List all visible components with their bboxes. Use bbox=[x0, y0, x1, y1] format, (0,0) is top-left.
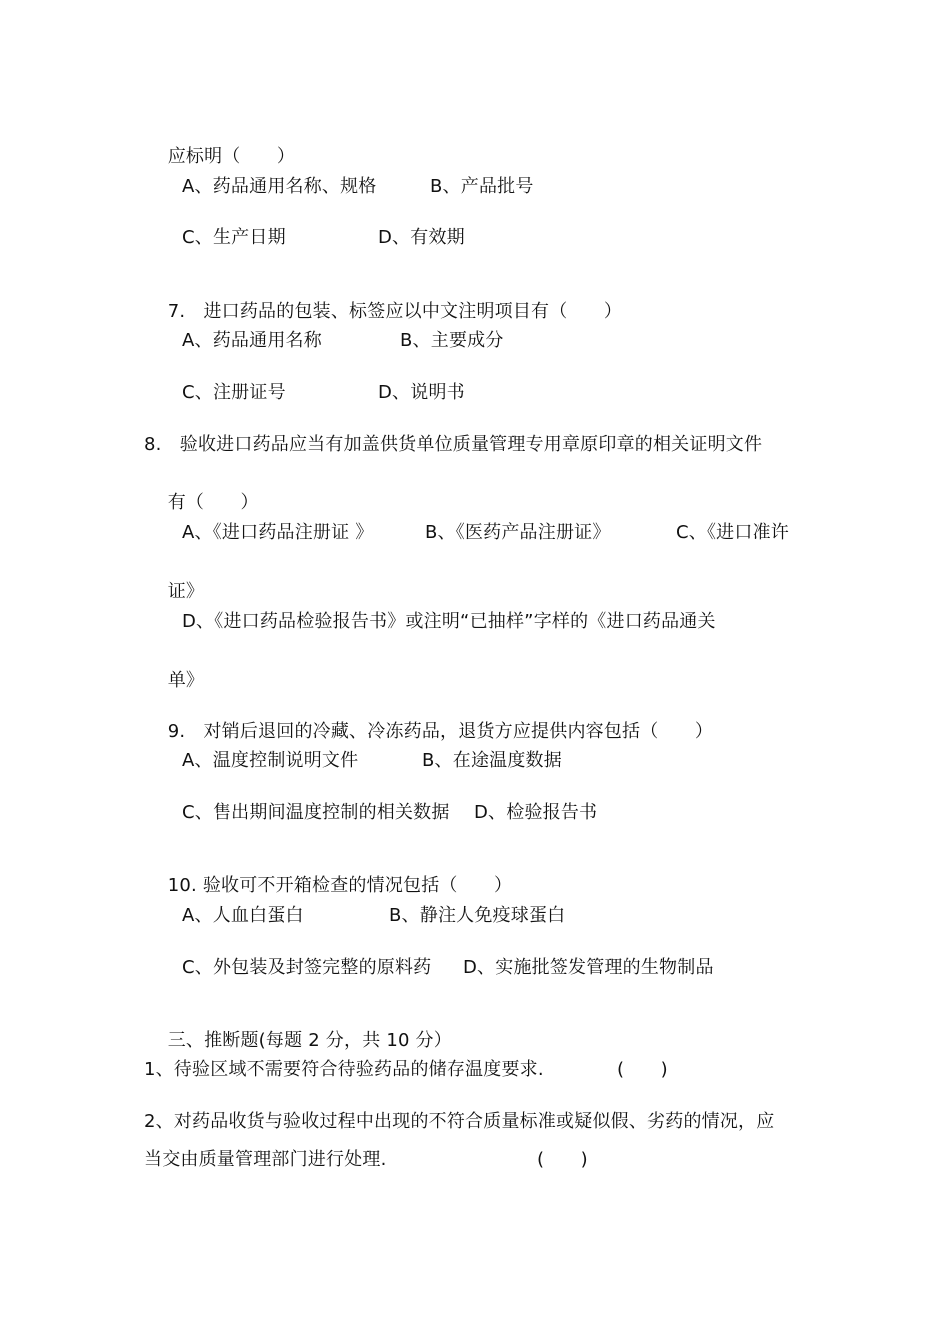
q9-stem: 9. 对销后退回的冷藏、冷冻药品，退货方应提供内容包括（ ） bbox=[167, 721, 714, 742]
q7-options-row-2 bbox=[182, 382, 742, 470]
q6-option-c: C、生产日期 bbox=[182, 227, 286, 248]
judgement-2-line-2 bbox=[144, 1149, 704, 1237]
q8-option-a: A、《进口药品注册证 》 bbox=[182, 522, 374, 543]
q9-option-a: A、温度控制说明文件 bbox=[182, 750, 359, 771]
judgement-2-answer-parens: ( ) bbox=[537, 1149, 588, 1170]
q10-option-a: A、人血白蛋白 bbox=[182, 905, 304, 926]
q10-option-d: D、实施批签发管理的生物制品 bbox=[463, 957, 714, 978]
q8-option-b: B、《医药产品注册证》 bbox=[425, 522, 611, 543]
q6-option-a: A、药品通用名称、规格 bbox=[182, 176, 377, 197]
q7-option-c: C、注册证号 bbox=[182, 382, 286, 403]
q6-stem-continuation: 应标明（ ） bbox=[167, 146, 296, 167]
q8-option-c-continuation: 证》 bbox=[167, 581, 205, 602]
q9-option-d: D、检验报告书 bbox=[474, 802, 598, 823]
q10-option-b: B、静注人免疫球蛋白 bbox=[389, 905, 566, 926]
judgement-2-text: 当交由质量管理部门进行处理. bbox=[144, 1149, 387, 1170]
q8-stem-line-2: 有（ ） bbox=[167, 492, 259, 513]
q9-option-c: C、售出期间温度控制的相关数据 bbox=[182, 802, 450, 823]
q10-option-c: C、外包装及封签完整的原料药 bbox=[182, 957, 432, 978]
judgement-1-text: 1、待验区域不需要符合待验药品的储存温度要求. bbox=[144, 1059, 544, 1080]
section-3-heading: 三、推断题(每题 2 分，共 10 分） bbox=[167, 1030, 452, 1051]
q9-option-b: B、在途温度数据 bbox=[422, 750, 562, 771]
judgement-1-answer-parens: ( ) bbox=[617, 1059, 668, 1080]
q8-option-c: C、《进口准许 bbox=[676, 522, 789, 543]
q8-stem-line-1: 8. 验收进口药品应当有加盖供货单位质量管理专用章原印章的相关证明文件 bbox=[144, 434, 763, 455]
q7-option-d: D、说明书 bbox=[378, 382, 465, 403]
q6-option-d: D、有效期 bbox=[378, 227, 465, 248]
q7-stem: 7. 进口药品的包装、标签应以中文注明项目有（ ） bbox=[167, 301, 623, 322]
q7-option-a: A、药品通用名称 bbox=[182, 330, 322, 351]
q8-option-d-line-1: D、《进口药品检验报告书》或注明“已抽样”字样的《进口药品通关 bbox=[182, 611, 716, 632]
q8-option-d-line-2: 单》 bbox=[167, 670, 205, 691]
judgement-1 bbox=[144, 1059, 744, 1147]
q6-option-b: B、产品批号 bbox=[430, 176, 534, 197]
q10-stem: 10. 验收可不开箱检查的情况包括（ ） bbox=[167, 875, 513, 896]
q7-option-b: B、主要成分 bbox=[400, 330, 504, 351]
judgement-2-line-1: 2、对药品收货与验收过程中出现的不符合质量标准或疑似假、劣药的情况，应 bbox=[144, 1111, 775, 1132]
